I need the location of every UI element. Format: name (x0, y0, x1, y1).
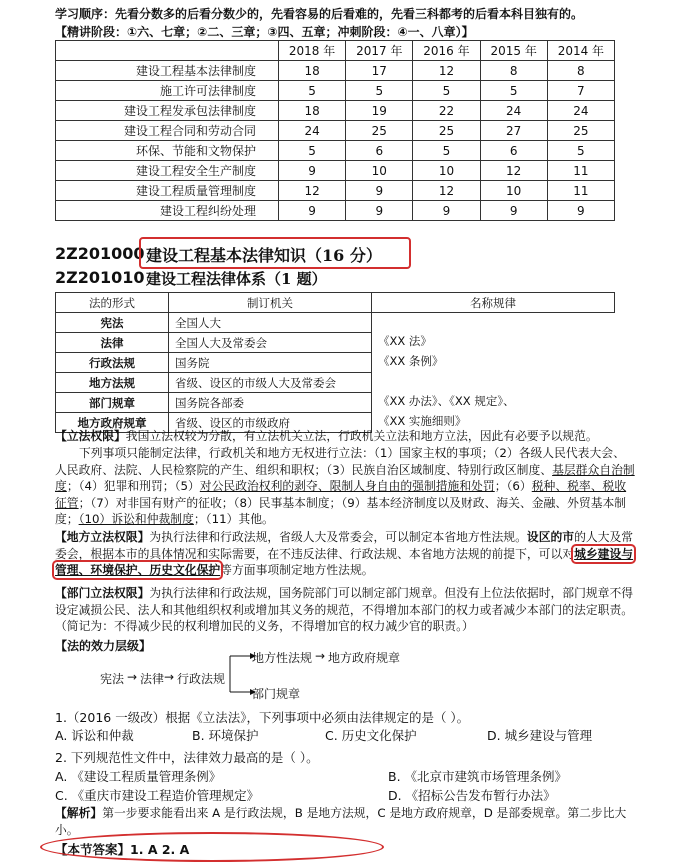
arrow: → (127, 670, 138, 684)
q2-option-b: B. 《北京市建筑市场管理条例》 (388, 769, 568, 784)
phases-text: 【精讲阶段：①六、七章；②二、三章；③四、五章；冲刺阶段：④一、八章）】 (55, 25, 474, 39)
score-stats-table (55, 40, 615, 221)
arrow: → (164, 670, 175, 684)
score-cell: 10 (346, 161, 413, 181)
bold-text: 设区的市 (526, 530, 575, 544)
score-cell: 9 (413, 201, 480, 221)
law-authority-cell: 国务院 (169, 353, 372, 373)
law-authority-cell: 全国人大及常委会 (169, 333, 372, 353)
exclusive-law-para (55, 445, 635, 528)
node-local-gov: 地方政府规章 (328, 651, 401, 665)
para-text: ；（6） (494, 479, 532, 493)
law-authority-cell: 省级、设区的市级人大及常委会 (169, 373, 372, 393)
score-cell: 11 (547, 181, 614, 201)
legislation-authority-para (55, 428, 635, 445)
law-form-cell: 地方政府规章 (56, 413, 169, 433)
score-cell: 24 (480, 101, 547, 121)
q1-option-c: C. 历史文化保护 (325, 728, 417, 743)
answer-text: 1. A 2. A (130, 842, 190, 857)
score-cell: 9 (346, 181, 413, 201)
dept-legislation-para (55, 585, 635, 635)
local-legislation-para (55, 529, 635, 579)
score-cell: 9 (480, 201, 547, 221)
underlined-text: 基层群众自治制度 (55, 462, 635, 493)
score-cell: 17 (346, 61, 413, 81)
law-authority-cell: 全国人大 (169, 313, 372, 333)
score-cell: 27 (480, 121, 547, 141)
para-text: 的人大及常委会，根据本市的具体情况和实际需要，在不违反法律、行政法规、本省地方法规的前提下，可以对 (55, 530, 634, 561)
highlighted-text: 城乡建设与管理、环境保护、历史文化保护 (55, 546, 634, 577)
law-form-cell: 部门规章 (56, 393, 169, 413)
law-form-cell: 法律 (56, 333, 169, 353)
law-header: 名称规律 (372, 293, 615, 313)
law-form-cell: 宪法 (56, 313, 169, 333)
node-dept-reg: 部门规章 (252, 687, 301, 701)
law-naming-cell: 《XX 法》 (378, 333, 432, 348)
node-local-reg: 地方性法规 (252, 651, 313, 665)
score-cell: 9 (279, 161, 346, 181)
topic-cell: 建设工程基本法律制度 (56, 61, 279, 81)
score-cell: 18 (279, 61, 346, 81)
underlined-text: 税种、税率、税收征管 (55, 479, 627, 510)
stats-header-blank (56, 41, 279, 61)
score-cell: 18 (279, 101, 346, 121)
topic-cell: 建设工程安全生产制度 (56, 161, 279, 181)
stats-row (56, 161, 615, 181)
answer-highlight-ellipse (40, 832, 384, 862)
score-cell: 5 (279, 141, 346, 161)
score-cell: 12 (413, 181, 480, 201)
score-cell: 5 (480, 81, 547, 101)
law-naming-cell: 《XX 条例》 (378, 353, 444, 368)
score-cell: 6 (480, 141, 547, 161)
topic-cell: 建设工程质量管理制度 (56, 181, 279, 201)
q1-option-b: B. 环境保护 (192, 728, 259, 743)
law-row (56, 393, 615, 413)
law-naming-cell: 《XX 实施细则》 (378, 413, 467, 428)
stats-row (56, 201, 615, 221)
score-cell: 5 (279, 81, 346, 101)
score-cell: 10 (413, 161, 480, 181)
score-cell: 25 (346, 121, 413, 141)
score-cell: 25 (547, 121, 614, 141)
law-form-cell: 行政法规 (56, 353, 169, 373)
score-cell: 25 (413, 121, 480, 141)
law-naming-cell (372, 313, 615, 333)
topic-cell: 环保、节能和文物保护 (56, 141, 279, 161)
para-label: 【部门立法权限】 (55, 586, 150, 600)
para-label: 【解析】 (55, 806, 103, 820)
score-cell: 22 (413, 101, 480, 121)
stats-row (56, 81, 615, 101)
para-text: 为执行法律和行政法规，省级人大及常委会，可以制定本省地方性法规。 (149, 530, 527, 544)
stats-row (56, 181, 615, 201)
para-text: 等方面事项制定地方性法规。 (220, 563, 374, 577)
node-constitution: 宪法 (100, 672, 125, 686)
stats-row (56, 141, 615, 161)
law-row (56, 353, 615, 373)
score-cell: 12 (480, 161, 547, 181)
law-row (56, 373, 615, 393)
topic-cell: 建设工程合同和劳动合同 (56, 121, 279, 141)
node-law: 法律 (140, 672, 165, 686)
topic-cell: 建设工程发承包法律制度 (56, 101, 279, 121)
para-text: 第一步要求能看出来 A 是行政法规，B 是地方法规，C 是地方政府规章，D 是部委规章。第二步比大小。 (55, 806, 627, 837)
law-forms-table (55, 292, 615, 433)
score-cell: 19 (346, 101, 413, 121)
topic-cell: 建设工程纠纷处理 (56, 201, 279, 221)
year-header: 2015 年 (480, 41, 547, 61)
law-row (56, 313, 615, 333)
para-text: ；（4）犯罪和刑罚；（5） (66, 479, 200, 493)
question-1-stem: 1.（2016 一级改）根据《立法法》，下列事项中必须由法律规定的是（ ）。 (55, 710, 470, 725)
score-cell: 5 (547, 141, 614, 161)
score-cell: 24 (547, 101, 614, 121)
highlight-box (139, 237, 411, 269)
question-2-stem: 2. 下列规范性文件中，法律效力最高的是（ ）。 (55, 750, 319, 765)
q2-option-c: C. 《重庆市建设工程造价管理规定》 (55, 788, 260, 803)
law-naming-cell (372, 373, 615, 393)
para-label: 【立法权限】 (55, 429, 126, 443)
para-label: 【地方立法权限】 (55, 530, 150, 544)
law-header-row (56, 293, 615, 313)
year-header: 2018 年 (279, 41, 346, 61)
law-form-cell: 地方法规 (56, 373, 169, 393)
score-cell: 9 (279, 201, 346, 221)
para-text: 为执行法律和行政法规，国务院部门可以制定部门规章。但没有上位法依据时，部门规章不得设定减损公民、法人和其他组织权利或增加其义务的规范，不得增加本部门的权力或者减少本部门的法定职责。（简记为：不得减少民的权利增加民的义务，不得增加官的权力减少官的职责。） (55, 586, 634, 633)
q2-option-d: D. 《招标公告发布暂行办法》 (388, 788, 556, 803)
score-cell: 12 (413, 61, 480, 81)
section-code: 2Z201000 (55, 244, 145, 263)
para-text: 下列事项只能制定法律，行政机关和地方无权进行立法：（1）国家主权的事项；（2）各级人民代表大会、人民政府、法院、人民检察院的产生、组织和职权；（3）民族自治区域制度、特别行政区制度、 (55, 446, 625, 477)
score-cell: 5 (346, 81, 413, 101)
para-text: 我国立法权较为分散，有立法机关立法，行政机关立法和地方立法，因此有必要予以规范。 (125, 429, 598, 443)
stats-header-row (56, 41, 615, 61)
law-header: 法的形式 (56, 293, 169, 313)
year-header: 2017 年 (346, 41, 413, 61)
score-cell: 10 (480, 181, 547, 201)
stats-row (56, 121, 615, 141)
year-header: 2016 年 (413, 41, 480, 61)
answer-label: 【本节答案】 (55, 842, 131, 857)
law-row (56, 333, 615, 353)
score-cell: 5 (413, 141, 480, 161)
q2-option-a: A. 《建设工程质量管理条例》 (55, 769, 222, 784)
year-header: 2014 年 (547, 41, 614, 61)
q1-option-d: D. 城乡建设与管理 (487, 728, 593, 743)
score-cell: 7 (547, 81, 614, 101)
law-authority-cell: 国务院各部委 (169, 393, 372, 413)
score-cell: 9 (346, 201, 413, 221)
score-cell: 8 (480, 61, 547, 81)
node-admin-reg: 行政法规 (177, 672, 226, 686)
topic-cell: 施工许可法律制度 (56, 81, 279, 101)
score-cell: 6 (346, 141, 413, 161)
law-header: 制订机关 (169, 293, 372, 313)
arrow: → (315, 649, 326, 663)
stats-row (56, 101, 615, 121)
score-cell: 5 (413, 81, 480, 101)
score-cell: 9 (547, 201, 614, 221)
study-order-text: 学习顺序：先看分数多的后看分数少的，先看容易的后看难的，先看三科都考的后看本科目独有的。 (55, 7, 584, 21)
subsection-code: 2Z201010 (55, 268, 145, 287)
section-title: 建设工程基本法律知识（16 分） (146, 246, 382, 265)
para-text: ；（11）其他。 (193, 512, 274, 526)
stats-row (56, 61, 615, 81)
para-text: ；（7）对非国有财产的征收；（8）民事基本制度；（9）基本经济制度以及财政、海关、金融、外贸基本制度； (55, 495, 627, 526)
score-cell: 12 (279, 181, 346, 201)
law-authority-cell: 省级、设区的市级政府 (169, 413, 372, 433)
score-cell: 24 (279, 121, 346, 141)
q1-option-a: A. 诉讼和仲裁 (55, 728, 134, 743)
subsection-title: 建设工程法律体系（1 题） (146, 270, 327, 288)
underlined-text: 对公民政治权利的剥夺、限制人身自由的强制措施和处罚 (199, 479, 495, 493)
underlined-text: （10）诉讼和仲裁制度 (78, 512, 194, 526)
score-cell: 8 (547, 61, 614, 81)
hierarchy-heading: 【法的效力层级】 (55, 639, 152, 653)
law-naming-cell: 《XX 办法》、《XX 规定》、 (378, 393, 515, 408)
score-cell: 11 (547, 161, 614, 181)
